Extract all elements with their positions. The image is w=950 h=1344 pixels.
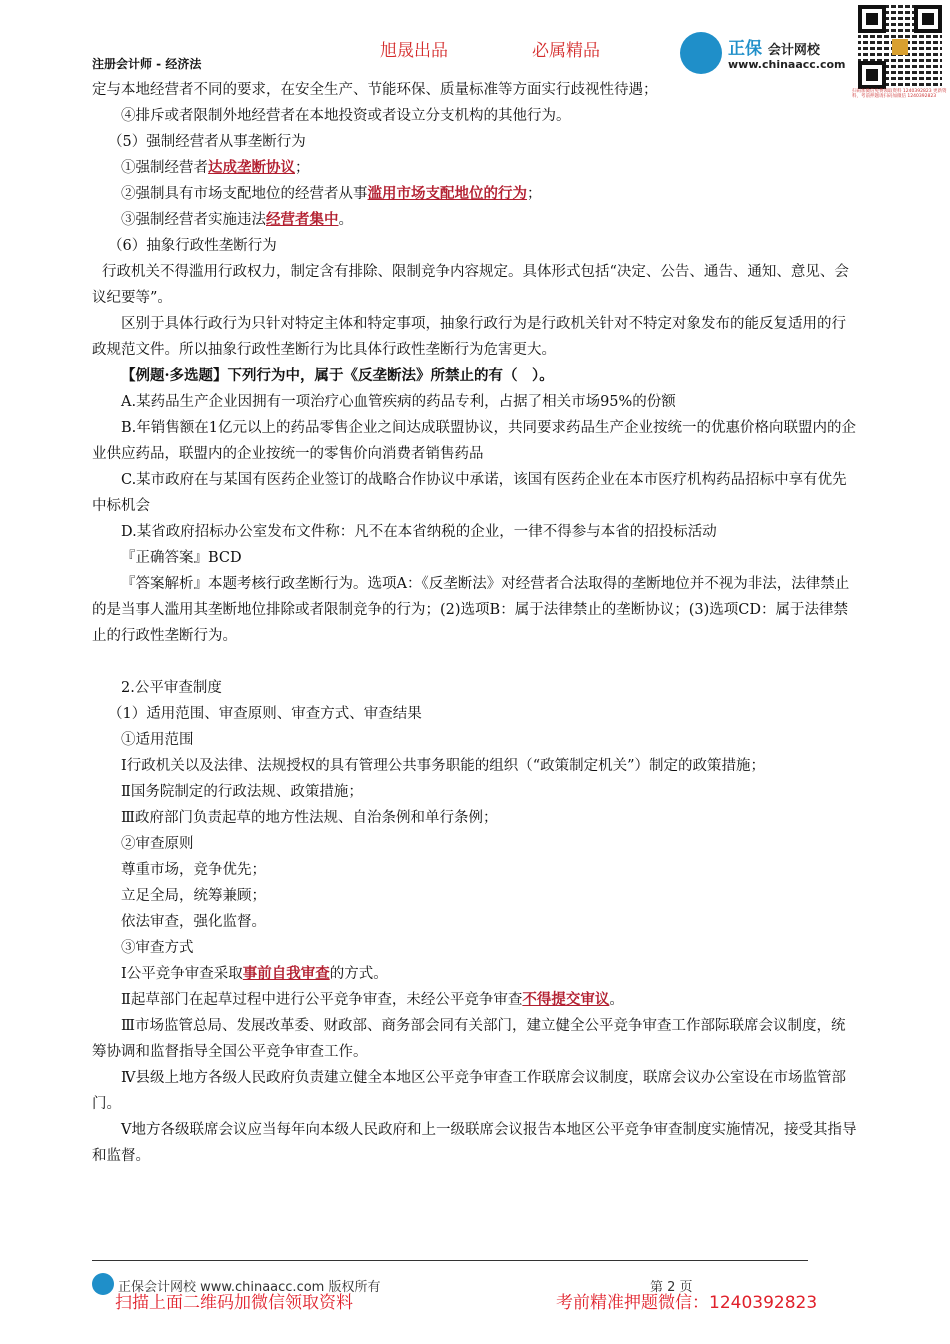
- paragraph: 行政机关不得滥用行政权力，制定含有排除、限制竞争内容规定。具体形式包括“决定、公告、通告、通知、意见、会议纪要等”。: [92, 264, 849, 306]
- paragraph: Ⅱ国务院制定的行政法规、政策措施；: [121, 784, 363, 800]
- highlight-term: 滥用市场支配地位的行为: [367, 185, 527, 202]
- paragraph: ②审查原则: [121, 836, 194, 852]
- qr-caption: 扫码加微信免费领取资料 1240392823 更新资料，考前押题请扫码加微信 1240392823: [852, 89, 947, 99]
- paragraph: 依法审查，强化监督。: [121, 914, 266, 930]
- paragraph: 定与本地经营者不同的要求，在安全生产、节能环保、质量标准等方面实行歧视性待遇；: [92, 82, 658, 98]
- paragraph: Ⅱ起草部门在起草过程中进行公平竞争审查，未经公平竞争审查不得提交审议。: [121, 991, 624, 1008]
- paragraph: ③审查方式: [121, 940, 194, 956]
- paragraph: ④排斥或者限制外地经营者在本地投资或者设立分支机构的其他行为。: [121, 108, 571, 124]
- paragraph: Ⅰ行政机关以及法律、法规授权的具有管理公共事务职能的组织（“政策制定机关”）制定的政策措施；: [121, 758, 766, 774]
- subheading: （6）抽象行政性垄断行为: [108, 238, 277, 254]
- logo-sub-text: 会计网校: [767, 43, 820, 58]
- paragraph: ②强制具有市场支配地位的经营者从事滥用市场支配地位的行为；: [121, 185, 542, 202]
- promo-left: 扫描上面二维码加微信领取资料: [115, 1293, 353, 1313]
- qr-code-icon: [858, 5, 942, 89]
- paragraph: ①适用范围: [121, 732, 194, 748]
- example-question-title: 【例题·多选题】下列行为中，属于《反垄断法》所禁止的有（ ）。: [121, 367, 554, 384]
- logo-main-text: 正保: [728, 39, 762, 59]
- footer-copyright: 正保会计网校 www.chinaacc.com 版权所有: [118, 1280, 381, 1295]
- brand-right: 必属精品: [532, 41, 600, 61]
- subheading: （1）适用范围、审查原则、审查方式、审查结果: [108, 706, 422, 722]
- promo-right: 考前精准押题微信：1240392823: [556, 1293, 818, 1313]
- footer-logo-icon: [92, 1273, 114, 1295]
- paragraph: Ⅲ政府部门负责起草的地方性法规、自治条例和单行条例；: [121, 810, 498, 826]
- brand-left: 旭晟出品: [380, 41, 448, 61]
- highlight-term: 达成垄断协议: [208, 159, 295, 176]
- document-body: [92, 77, 858, 1169]
- paragraph: Ⅳ县级上地方各级人民政府负责建立健全本地区公平竞争审查工作联席会议制度，联席会议办公室设在市场监管部门。: [92, 1070, 846, 1112]
- logo-url: www.chinaacc.com: [728, 58, 846, 71]
- option-a: A.某药品生产企业因拥有一项治疗心血管疾病的药品专利，占据了相关市场95%的份额: [121, 394, 676, 410]
- paragraph: ①强制经营者达成垄断协议；: [121, 159, 310, 176]
- header-brand: [380, 36, 600, 61]
- paragraph: 尊重市场，竞争优先；: [121, 862, 266, 878]
- paragraph: Ⅲ市场监管总局、发展改革委、财政部、商务部会同有关部门，建立健全公平竞争审查工作部际联席会议制度，统筹协调和监督指导全国公平竞争审查工作。: [92, 1018, 846, 1060]
- subheading: （5）强制经营者从事垄断行为: [108, 134, 306, 150]
- highlight-term: 不得提交审议: [522, 991, 610, 1008]
- highlight-term: 事前自我审查: [242, 965, 330, 982]
- paragraph: Ⅴ地方各级联席会议应当每年向本级人民政府和上一级联席会议报告本地区公平竞争审查制度实施情况，接受其指导和监督。: [92, 1122, 857, 1164]
- option-c: C.某市政府在与某国有医药企业签订的战略合作协议中承诺，该国有医药企业在本市医疗机构药品招标中享有优先中标机会: [92, 472, 847, 514]
- answer-analysis: 『答案解析』本题考核行政垄断行为。选项A：《反垄断法》对经营者合法取得的垄断地位并不视为非法，法律禁止的是当事人滥用其垄断地位排除或者限制竞争的行为；(2)选项B：属于法律禁止的垄断协议；(3)选项CD：属于法律禁止的行政性垄断行为。: [92, 576, 850, 644]
- chinaacc-logo: [680, 28, 860, 78]
- paragraph: 区别于具体行政行为只针对特定主体和特定事项，抽象行政行为是行政机关针对不特定对象发布的能反复适用的行政规范文件。所以抽象行政性垄断行为比具体行政性垄断行为危害更大。: [92, 316, 846, 358]
- paragraph: 立足全局，统筹兼顾；: [121, 888, 266, 904]
- paragraph: Ⅰ公平竞争审查采取事前自我审查的方式。: [121, 965, 388, 982]
- option-d: D.某省政府招标办公室发布文件称：凡不在本省纳税的企业，一律不得参与本省的招投标活动: [121, 524, 717, 540]
- page-number: 第 2 页: [650, 1280, 693, 1295]
- logo-name: [728, 34, 820, 59]
- course-title: 注册会计师 - 经济法: [92, 57, 202, 71]
- highlight-term: 经营者集中: [266, 211, 339, 228]
- paragraph: ③强制经营者实施违法经营者集中。: [121, 211, 353, 228]
- option-b: B.年销售额在1亿元以上的药品零售企业之间达成联盟协议，共同要求药品生产企业按统一的优惠价格向联盟内的企业供应药品，联盟内的企业按统一的零售价向消费者销售药品: [92, 420, 856, 462]
- logo-emblem-icon: [680, 32, 722, 74]
- correct-answer: 『正确答案』BCD: [121, 550, 242, 566]
- footer-divider: [92, 1260, 808, 1261]
- section-heading: 2.公平审查制度: [121, 680, 222, 696]
